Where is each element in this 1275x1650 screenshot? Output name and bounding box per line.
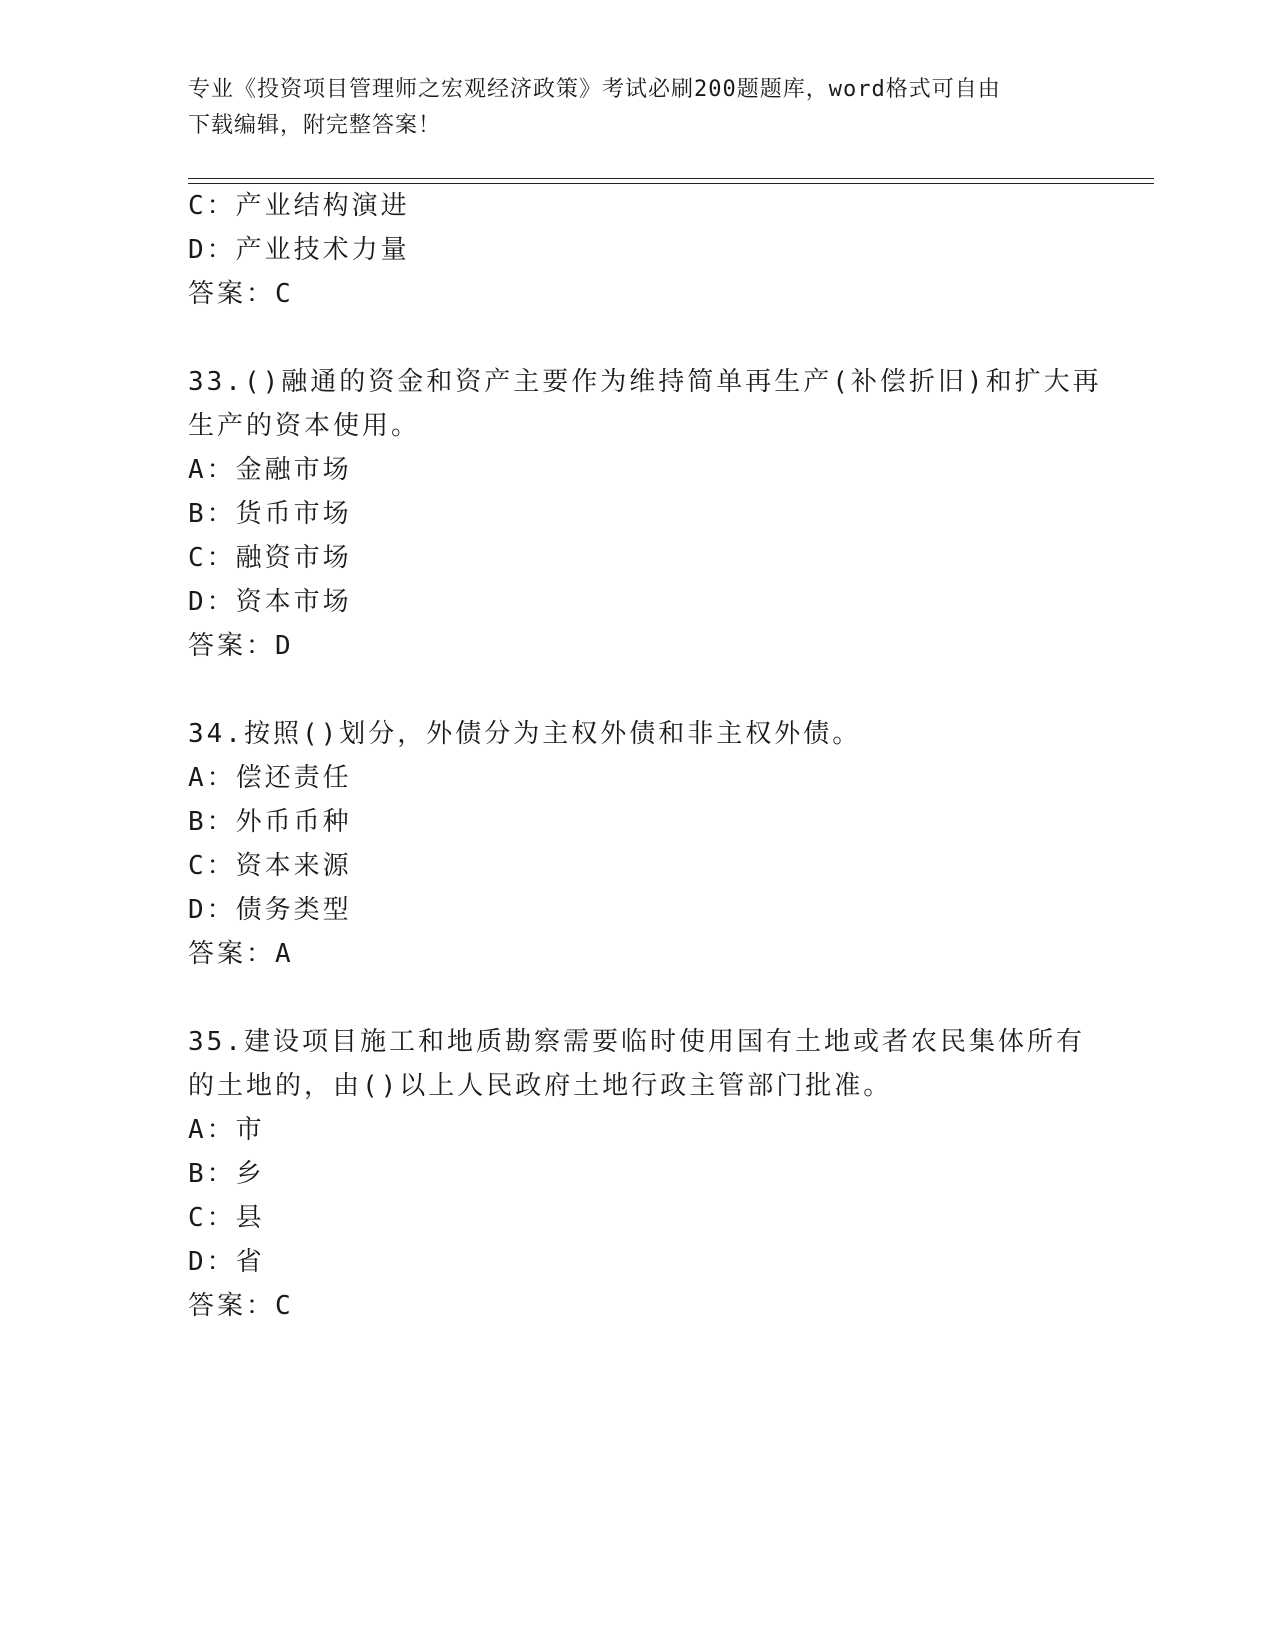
answer-label: 答案：: [188, 1291, 276, 1321]
option-key: A：: [188, 455, 236, 485]
option-text: 外币币种: [235, 807, 352, 837]
answer-value: C: [275, 279, 292, 309]
question-33-option-c: [188, 541, 352, 575]
header-divider-top: [188, 178, 1154, 179]
question-35-stem-line-2: 的土地的，由()以上人民政府土地行政主管部门批准。: [188, 1071, 893, 1101]
option-text: 融资市场: [235, 543, 352, 573]
option-key: B：: [188, 1159, 236, 1189]
question-35-answer: [188, 1289, 292, 1323]
question-34-stem-line-1: 34.按照()划分，外债分为主权外债和非主权外债。: [188, 719, 862, 749]
option-key: C：: [188, 851, 236, 881]
option-text: 县: [235, 1203, 265, 1233]
option-key: D：: [188, 235, 236, 265]
question-34-option-b: [188, 805, 352, 839]
answer-line: [188, 277, 292, 311]
header-line-1: 专业《投资项目管理师之宏观经济政策》考试必刷200题题库，word格式可自由: [188, 77, 1001, 102]
header-line-2: 下载编辑，附完整答案！: [188, 113, 442, 138]
answer-label: 答案：: [188, 631, 276, 661]
option-c: [188, 189, 410, 223]
option-key: C：: [188, 191, 236, 221]
question-35-stem-line-1: 35.建设项目施工和地质勘察需要临时使用国有土地或者农民集体所有: [188, 1027, 1085, 1057]
option-key: A：: [188, 1115, 236, 1145]
option-text: 产业技术力量: [235, 235, 410, 265]
option-text: 产业结构演进: [235, 191, 410, 221]
answer-value: C: [275, 1291, 292, 1321]
answer-label: 答案：: [188, 279, 276, 309]
option-text: 金融市场: [235, 455, 352, 485]
option-key: B：: [188, 499, 236, 529]
question-35-option-d: [188, 1245, 265, 1279]
option-text: 偿还责任: [235, 763, 352, 793]
question-35-option-b: [188, 1157, 265, 1191]
option-text: 省: [235, 1247, 265, 1277]
question-35-option-a: [188, 1113, 265, 1147]
option-key: D：: [188, 1247, 236, 1277]
question-33-answer: [188, 629, 292, 663]
question-33-option-b: [188, 497, 352, 531]
answer-label: 答案：: [188, 939, 276, 969]
question-33-stem-line-1: 33.()融通的资金和资产主要作为维持简单再生产(补偿折旧)和扩大再: [188, 367, 1102, 397]
option-text: 货币市场: [235, 499, 352, 529]
question-34-option-d: [188, 893, 352, 927]
option-text: 资本市场: [235, 587, 352, 617]
document-header: [188, 72, 1088, 144]
option-text: 债务类型: [235, 895, 352, 925]
question-33-option-d: [188, 585, 352, 619]
question-33-stem-line-2: 生产的资本使用。: [188, 411, 421, 441]
option-text: 资本来源: [235, 851, 352, 881]
option-key: C：: [188, 543, 236, 573]
option-key: D：: [188, 587, 236, 617]
option-key: C：: [188, 1203, 236, 1233]
option-key: A：: [188, 763, 236, 793]
answer-value: A: [275, 939, 292, 969]
option-text: 市: [235, 1115, 265, 1145]
question-34-answer: [188, 937, 292, 971]
option-key: D：: [188, 895, 236, 925]
option-d: [188, 233, 410, 267]
question-34-option-c: [188, 849, 352, 883]
option-key: B：: [188, 807, 236, 837]
question-35-option-c: [188, 1201, 265, 1235]
answer-value: D: [275, 631, 292, 661]
question-33-option-a: [188, 453, 352, 487]
header-divider-bottom: [188, 183, 1154, 184]
option-text: 乡: [235, 1159, 265, 1189]
question-34-option-a: [188, 761, 352, 795]
